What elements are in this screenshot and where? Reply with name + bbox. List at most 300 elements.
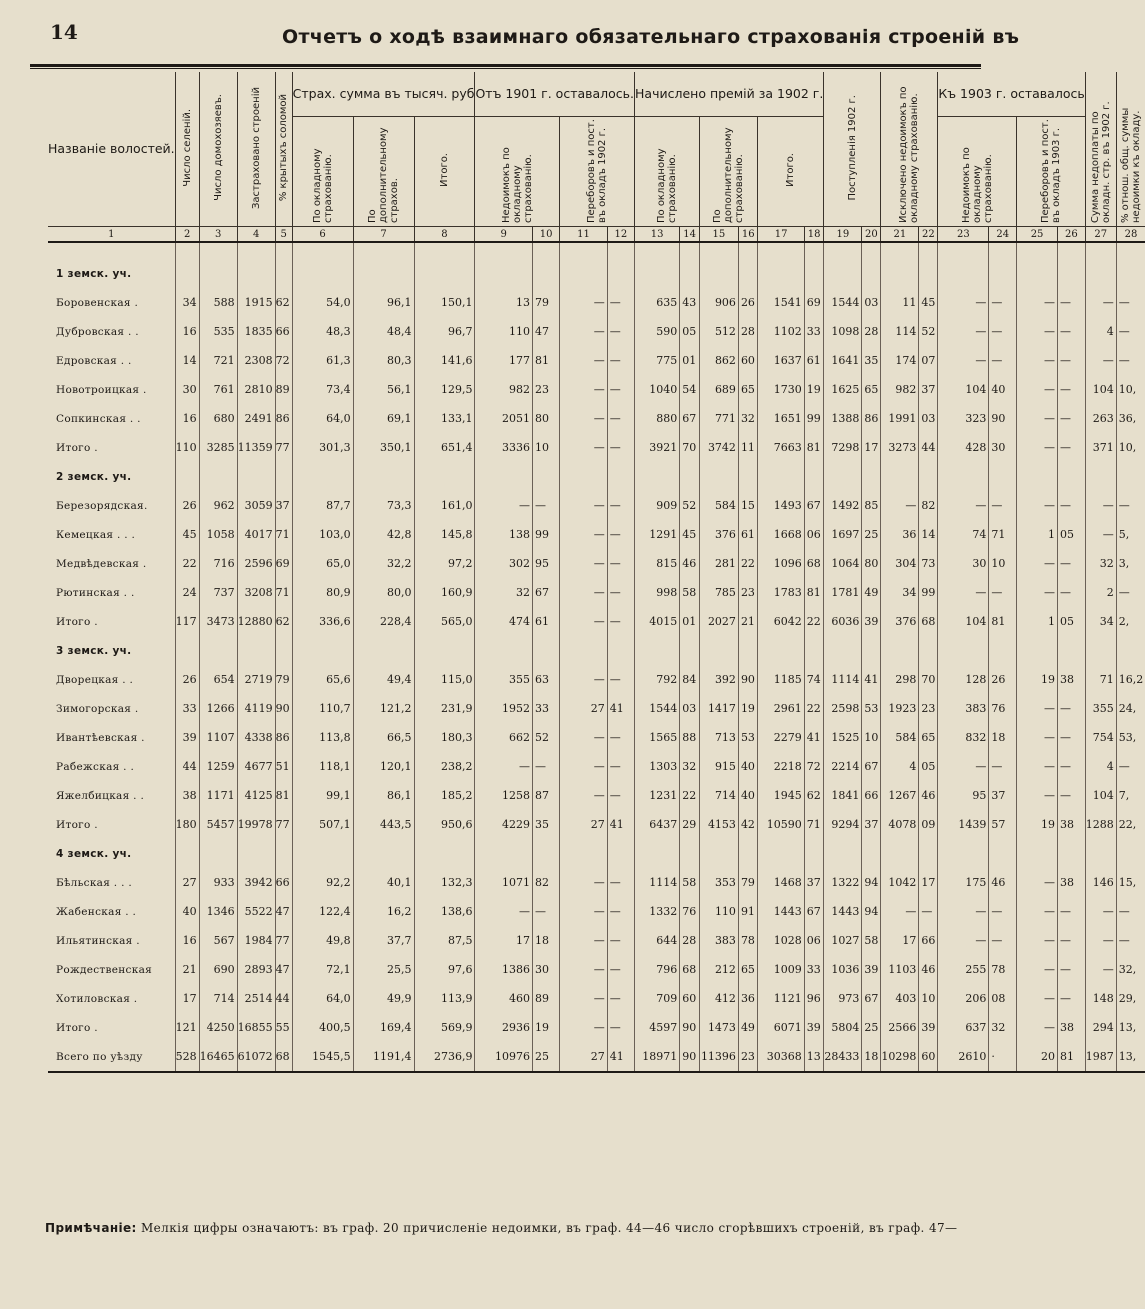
table-cell: 3208: [237, 578, 275, 607]
table-cell: 40: [175, 897, 199, 926]
volost-name: Итого .: [56, 615, 98, 628]
table-cell: 46: [989, 868, 1017, 897]
table-cell: 47: [275, 897, 292, 926]
table-cell: 34: [881, 578, 919, 607]
table-row: [48, 868, 1145, 897]
table-cell: —: [938, 317, 989, 346]
table-cell: 7663: [758, 433, 804, 462]
table-cell: 1945: [758, 781, 804, 810]
table-cell: —: [989, 346, 1017, 375]
header-rule: [30, 64, 981, 67]
table-cell: 10: [919, 984, 938, 1013]
table-cell: —: [1085, 491, 1116, 520]
table-cell: —: [560, 317, 607, 346]
table-cell: —: [560, 665, 607, 694]
table-cell: —: [475, 491, 533, 520]
table-cell: 30368: [758, 1042, 804, 1072]
table-cell: 17: [475, 926, 533, 955]
table-cell: 569,9: [414, 1013, 475, 1042]
table-cell: 35: [532, 810, 559, 839]
volost-name: Дворецкая . .: [56, 673, 134, 686]
table-cell: 104: [938, 375, 989, 404]
table-cell: 24,: [1116, 694, 1145, 723]
table-cell: 528: [175, 1042, 199, 1072]
table-cell: 13: [804, 1042, 824, 1072]
table-cell: 82: [919, 491, 938, 520]
table-cell: 383: [699, 926, 738, 955]
section-title: 1 земск. уч.: [56, 267, 132, 280]
table-cell: —: [938, 926, 989, 955]
header-group-1903: Къ 1903 г. оставалось: [938, 72, 1085, 117]
table-cell: —: [1116, 288, 1145, 317]
table-cell: 11396: [699, 1042, 738, 1072]
table-cell: 1185: [758, 665, 804, 694]
table-row: [48, 288, 1145, 317]
table-cell: 51: [275, 752, 292, 781]
table-cell: 862: [699, 346, 738, 375]
table-row: [48, 491, 1145, 520]
table-cell: 32: [680, 752, 700, 781]
table-cell: 71: [989, 520, 1017, 549]
table-cell: 185,2: [414, 781, 475, 810]
table-cell: 3942: [237, 868, 275, 897]
table-cell: —: [1116, 346, 1145, 375]
section-title: 2 земск. уч.: [56, 470, 132, 483]
table-cell: 87,5: [414, 926, 475, 955]
table-cell: 22,: [1116, 810, 1145, 839]
table-cell: 32: [989, 1013, 1017, 1042]
table-cell: 57: [989, 810, 1017, 839]
table-cell: 1107: [199, 723, 237, 752]
volost-name: Жабенская . .: [56, 905, 137, 918]
table-cell: —: [1085, 955, 1116, 984]
table-cell: ·: [989, 1042, 1017, 1072]
table-cell: 1915: [237, 288, 275, 317]
table-cell: 113,8: [292, 723, 353, 752]
table-cell: 92,2: [292, 868, 353, 897]
table-cell: 177: [475, 346, 533, 375]
table-cell: 110,7: [292, 694, 353, 723]
table-cell: 32: [738, 404, 758, 433]
table-cell: 133,1: [414, 404, 475, 433]
insurance-report-table: [48, 72, 1145, 1073]
table-cell: 169,4: [353, 1013, 414, 1042]
table-cell: 4677: [237, 752, 275, 781]
table-cell: 67: [862, 984, 881, 1013]
table-cell: —: [607, 607, 634, 636]
table-cell: 4015: [635, 607, 680, 636]
table-cell: 99: [804, 404, 824, 433]
table-cell: 4250: [199, 1013, 237, 1042]
table-cell: 263: [1085, 404, 1116, 433]
table-cell: —: [607, 897, 634, 926]
table-cell: —: [1017, 433, 1058, 462]
table-cell: 145,8: [414, 520, 475, 549]
table-cell: —: [1017, 781, 1058, 810]
table-cell: 64,0: [292, 984, 353, 1013]
table-cell: 95: [938, 781, 989, 810]
table-cell: 66: [275, 868, 292, 897]
table-cell: 41: [607, 810, 634, 839]
table-cell: 832: [938, 723, 989, 752]
table-cell: —: [1057, 752, 1085, 781]
table-cell: 06: [804, 926, 824, 955]
table-cell: —: [1116, 491, 1145, 520]
table-cell: —: [1085, 926, 1116, 955]
table-cell: 41: [804, 723, 824, 752]
table-cell: 94: [862, 868, 881, 897]
table-cell: 65,0: [292, 549, 353, 578]
volost-name: Рабежская . .: [56, 760, 135, 773]
table-cell: —: [560, 955, 607, 984]
header-col-7: По дополнительному страхов.: [353, 117, 414, 227]
volost-name: Яжелбицкая . .: [56, 789, 145, 802]
table-cell: 121,2: [353, 694, 414, 723]
table-cell: 49,8: [292, 926, 353, 955]
table-cell: 10298: [881, 1042, 919, 1072]
table-cell: 651,4: [414, 433, 475, 462]
table-cell: 37: [804, 868, 824, 897]
table-cell: 65: [738, 955, 758, 984]
table-cell: 33: [804, 955, 824, 984]
table-cell: 81: [275, 781, 292, 810]
table-cell: 3285: [199, 433, 237, 462]
column-number: 17: [758, 227, 804, 243]
table-cell: 2218: [758, 752, 804, 781]
table-cell: 128: [938, 665, 989, 694]
table-cell: 13: [475, 288, 533, 317]
header-col-21: Исключено недоимокъ по окладному страхованію.: [881, 72, 938, 227]
table-cell: 74: [938, 520, 989, 549]
table-cell: 771: [699, 404, 738, 433]
table-cell: 39: [862, 955, 881, 984]
table-cell: —: [560, 984, 607, 1013]
footnote: [45, 1221, 957, 1235]
section-title: 3 земск. уч.: [56, 644, 132, 657]
table-cell: 114: [881, 317, 919, 346]
table-cell: 141,6: [414, 346, 475, 375]
volost-name: Рождественская: [56, 963, 153, 976]
table-cell: 81: [532, 346, 559, 375]
table-cell: 4229: [475, 810, 533, 839]
table-cell: 714: [199, 984, 237, 1013]
grand-total-row: [48, 1042, 1145, 1072]
table-cell: 17: [862, 433, 881, 462]
table-cell: 05: [919, 752, 938, 781]
table-cell: 72,1: [292, 955, 353, 984]
table-row: [48, 694, 1145, 723]
table-cell: —: [532, 752, 559, 781]
table-cell: 78: [989, 955, 1017, 984]
header-col-13: По окладному страхованію.: [635, 117, 700, 227]
table-cell: 25: [862, 1013, 881, 1042]
table-cell: —: [881, 897, 919, 926]
subtotal-row: [48, 1013, 1145, 1042]
table-cell: —: [1057, 317, 1085, 346]
table-cell: 298: [881, 665, 919, 694]
table-cell: 63: [532, 665, 559, 694]
table-cell: —: [989, 752, 1017, 781]
table-cell: —: [532, 897, 559, 926]
table-cell: 400,5: [292, 1013, 353, 1042]
table-cell: 150,1: [414, 288, 475, 317]
table-cell: 47: [275, 955, 292, 984]
table-cell: 9294: [824, 810, 862, 839]
table-cell: —: [607, 1013, 634, 1042]
table-cell: 30: [532, 955, 559, 984]
table-cell: —: [607, 549, 634, 578]
column-number: 6: [292, 227, 353, 243]
table-cell: 70: [919, 665, 938, 694]
table-cell: 55: [275, 1013, 292, 1042]
table-cell: 96,7: [414, 317, 475, 346]
header-col-28: % отнош. общ. суммы недоимки къ окладу.: [1116, 72, 1145, 227]
header-col-5: % крытыхъ соломой: [275, 72, 292, 227]
table-row: [48, 375, 1145, 404]
table-cell: 42,8: [353, 520, 414, 549]
table-cell: —: [1017, 491, 1058, 520]
table-cell: 62: [804, 781, 824, 810]
table-cell: 27: [175, 868, 199, 897]
table-cell: 1697: [824, 520, 862, 549]
table-cell: 104: [1085, 375, 1116, 404]
table-cell: 146: [1085, 868, 1116, 897]
table-cell: 761: [199, 375, 237, 404]
section-header-row: [48, 462, 1145, 491]
table-cell: 3,: [1116, 549, 1145, 578]
table-cell: 512: [699, 317, 738, 346]
table-cell: 1923: [881, 694, 919, 723]
table-cell: 10: [862, 723, 881, 752]
table-cell: —: [1057, 984, 1085, 1013]
column-number: 15: [699, 227, 738, 243]
table-cell: 32,2: [353, 549, 414, 578]
column-number: 25: [1017, 227, 1058, 243]
table-cell: 713: [699, 723, 738, 752]
table-cell: 383: [938, 694, 989, 723]
table-cell: 654: [199, 665, 237, 694]
table-cell: 18: [862, 1042, 881, 1072]
table-row: [48, 520, 1145, 549]
table-cell: 89: [275, 375, 292, 404]
table-cell: 25,5: [353, 955, 414, 984]
table-cell: —: [1057, 694, 1085, 723]
table-cell: 29: [680, 810, 700, 839]
spacer-row: [48, 242, 1145, 259]
table-cell: —: [560, 346, 607, 375]
table-cell: 65: [862, 375, 881, 404]
table-cell: 376: [881, 607, 919, 636]
table-cell: 73,3: [353, 491, 414, 520]
table-cell: 66: [862, 781, 881, 810]
table-cell: 535: [199, 317, 237, 346]
table-cell: 32: [475, 578, 533, 607]
table-cell: 76: [680, 897, 700, 926]
column-number: 1: [48, 227, 175, 243]
table-cell: 4: [1085, 317, 1116, 346]
table-cell: 28: [862, 317, 881, 346]
table-cell: 680: [199, 404, 237, 433]
table-cell: 42: [738, 810, 758, 839]
table-cell: 13,: [1116, 1042, 1145, 1072]
table-cell: 1468: [758, 868, 804, 897]
table-cell: —: [560, 404, 607, 433]
table-cell: —: [1017, 346, 1058, 375]
table-cell: 43: [680, 288, 700, 317]
table-cell: 110: [699, 897, 738, 926]
table-cell: 21: [175, 955, 199, 984]
table-cell: 1835: [237, 317, 275, 346]
table-cell: —: [989, 578, 1017, 607]
table-cell: 690: [199, 955, 237, 984]
table-cell: —: [560, 1013, 607, 1042]
table-cell: 174: [881, 346, 919, 375]
table-cell: 82: [532, 868, 559, 897]
table-cell: 19: [804, 375, 824, 404]
table-cell: —: [560, 781, 607, 810]
table-cell: 1781: [824, 578, 862, 607]
column-number: 28: [1116, 227, 1145, 243]
table-row: [48, 578, 1145, 607]
table-cell: 1322: [824, 868, 862, 897]
table-cell: —: [1017, 868, 1058, 897]
table-cell: 66: [919, 926, 938, 955]
table-cell: —: [607, 955, 634, 984]
table-cell: —: [1057, 404, 1085, 433]
table-cell: 2719: [237, 665, 275, 694]
table-cell: 1730: [758, 375, 804, 404]
table-cell: 1952: [475, 694, 533, 723]
table-cell: 46: [919, 781, 938, 810]
table-cell: 19978: [237, 810, 275, 839]
table-cell: 1984: [237, 926, 275, 955]
table-cell: 10,: [1116, 375, 1145, 404]
table-cell: —: [1116, 926, 1145, 955]
table-cell: 37: [862, 810, 881, 839]
table-cell: 1641: [824, 346, 862, 375]
volost-name: Новотроицкая .: [56, 383, 147, 396]
table-cell: 1171: [199, 781, 237, 810]
table-row: [48, 984, 1145, 1013]
table-cell: 71: [804, 810, 824, 839]
table-cell: 68: [275, 1042, 292, 1072]
table-cell: 90: [680, 1013, 700, 1042]
table-cell: —: [607, 926, 634, 955]
table-cell: 77: [275, 810, 292, 839]
table-cell: 81: [1057, 1042, 1085, 1072]
table-cell: 99: [919, 578, 938, 607]
header-rule-thin: [30, 68, 981, 69]
table-cell: 1544: [824, 288, 862, 317]
table-cell: 2810: [237, 375, 275, 404]
table-cell: 26: [175, 491, 199, 520]
table-cell: —: [607, 433, 634, 462]
table-cell: 17: [881, 926, 919, 955]
table-cell: 118,1: [292, 752, 353, 781]
table-cell: 12880: [237, 607, 275, 636]
table-cell: 2279: [758, 723, 804, 752]
table-cell: —: [938, 491, 989, 520]
table-cell: 08: [989, 984, 1017, 1013]
table-cell: 79: [275, 665, 292, 694]
table-cell: 68: [919, 607, 938, 636]
header-col-4: Застраховано строеній: [237, 72, 275, 227]
table-cell: 37,7: [353, 926, 414, 955]
table-cell: 376: [699, 520, 738, 549]
table-cell: 1103: [881, 955, 919, 984]
table-cell: 1027: [824, 926, 862, 955]
table-cell: 71: [1085, 665, 1116, 694]
table-row: [48, 346, 1145, 375]
table-row: [48, 752, 1145, 781]
table-cell: —: [1057, 375, 1085, 404]
table-cell: —: [607, 723, 634, 752]
table-cell: 22: [175, 549, 199, 578]
table-row: [48, 955, 1145, 984]
table-cell: 110: [175, 433, 199, 462]
table-cell: —: [1017, 694, 1058, 723]
table-cell: 1388: [824, 404, 862, 433]
table-cell: 1: [1017, 520, 1058, 549]
table-cell: 49,9: [353, 984, 414, 1013]
table-cell: 86: [862, 404, 881, 433]
table-cell: —: [560, 723, 607, 752]
table-cell: 721: [199, 346, 237, 375]
table-cell: 23: [738, 1042, 758, 1072]
table-cell: 1259: [199, 752, 237, 781]
table-cell: 2: [1085, 578, 1116, 607]
table-cell: —: [560, 607, 607, 636]
table-cell: —: [1057, 549, 1085, 578]
table-cell: 336,6: [292, 607, 353, 636]
table-cell: 1266: [199, 694, 237, 723]
table-cell: —: [938, 346, 989, 375]
table-cell: 302: [475, 549, 533, 578]
table-cell: 1267: [881, 781, 919, 810]
table-cell: 2514: [237, 984, 275, 1013]
table-cell: 5,: [1116, 520, 1145, 549]
column-number: 16: [738, 227, 758, 243]
table-cell: 69: [804, 288, 824, 317]
table-cell: 6042: [758, 607, 804, 636]
table-cell: 38: [1057, 810, 1085, 839]
table-cell: 77: [275, 926, 292, 955]
table-cell: 160,9: [414, 578, 475, 607]
table-cell: 880: [635, 404, 680, 433]
table-cell: 1991: [881, 404, 919, 433]
table-cell: 79: [532, 288, 559, 317]
table-cell: 998: [635, 578, 680, 607]
table-cell: 52: [919, 317, 938, 346]
table-cell: 1288: [1085, 810, 1116, 839]
table-cell: 26: [738, 288, 758, 317]
table-cell: 584: [881, 723, 919, 752]
table-cell: 22: [804, 694, 824, 723]
table-cell: 79: [738, 868, 758, 897]
table-cell: 06: [804, 520, 824, 549]
table-cell: 3273: [881, 433, 919, 462]
table-cell: —: [1017, 578, 1058, 607]
table-cell: 68: [804, 549, 824, 578]
table-cell: 26: [989, 665, 1017, 694]
table-cell: 110: [475, 317, 533, 346]
table-cell: 38: [1057, 868, 1085, 897]
table-cell: 775: [635, 346, 680, 375]
table-cell: 61: [804, 346, 824, 375]
table-cell: 03: [919, 404, 938, 433]
table-cell: 2598: [824, 694, 862, 723]
table-cell: —: [1085, 897, 1116, 926]
